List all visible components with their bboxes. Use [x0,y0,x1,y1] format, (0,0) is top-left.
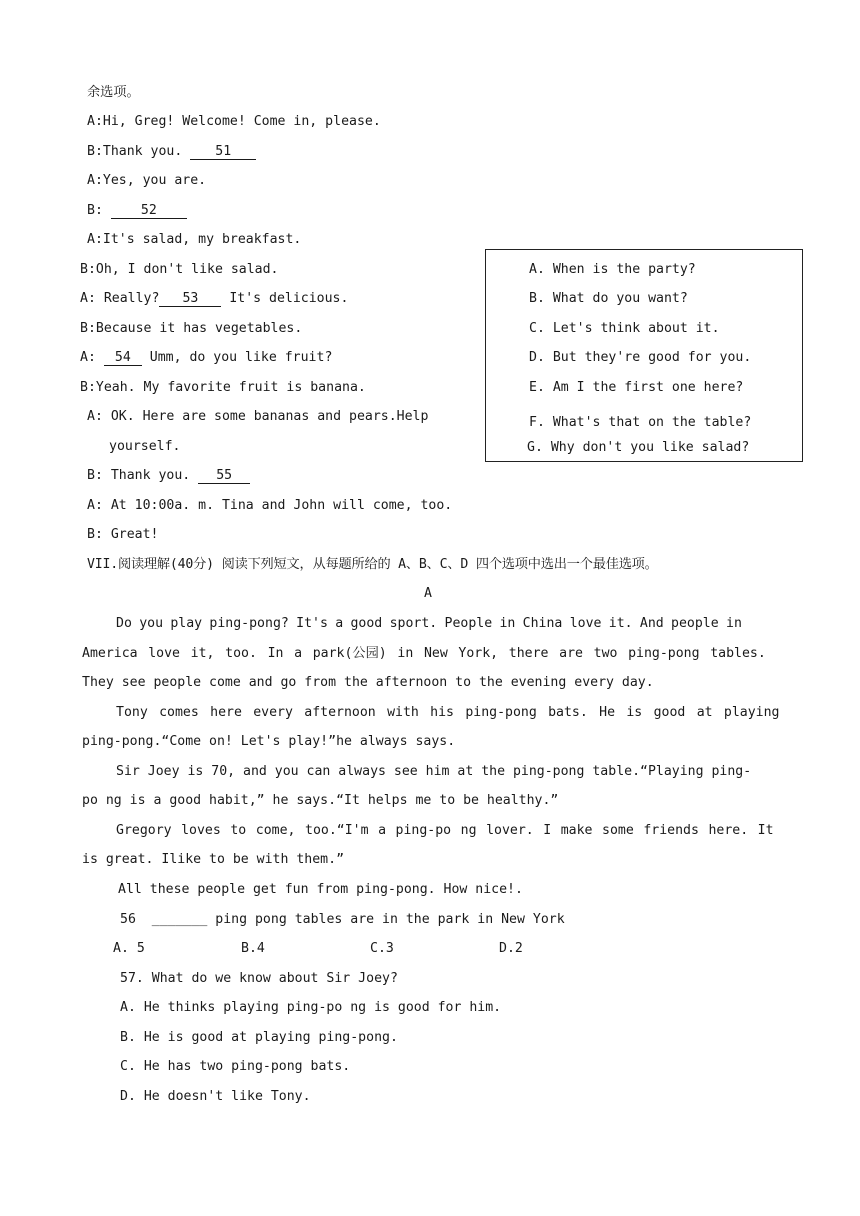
passage-word: tables. [710,646,766,661]
passage-word: a [335,616,344,631]
dialogue-line [87,468,250,484]
passage-word: And [639,616,664,631]
option-e: E. Am I the first one here? [529,380,744,395]
answer-blank-55: 55 [198,469,250,484]
passage-line: ping-pong.“Come on! Let's play!”he always says. [82,734,456,749]
passage-word: Do [116,616,132,631]
options-box [485,249,803,462]
passage-word: good [350,616,383,631]
passage-label: A [424,586,432,601]
passage-word: ping-pong [628,646,700,661]
dialogue-text: B: [87,203,111,218]
dialogue-text: Umm, do you like fruit? [141,350,333,365]
passage-word: America [82,646,138,661]
dialogue-text: B: Thank you. [87,468,199,483]
header-fragment: 余选项。 [87,85,140,100]
dialogue-text: A: Really? [80,291,160,306]
dialogue-line [80,291,348,307]
dialogue-line: B: Great! [87,527,159,542]
answer-blank-51: 51 [190,145,256,160]
passage-word: too. [225,646,257,661]
answer-blank-53: 53 [159,292,221,307]
passage-word: New [423,646,448,661]
passage-word: love [148,646,180,661]
passage-line [82,646,766,662]
dialogue-line [87,144,256,160]
passage-word: China [522,616,563,631]
option-g: G. Why don't you like salad? [527,440,750,455]
question-57: 57. What do we know about Sir Joey? [120,971,398,986]
passage-word: It's [296,616,328,631]
section-heading: VII.阅读理解(40分) 阅读下列短文，从每题所给的 A、B、C、D 四个选项中选出一个最佳选项。 [87,557,658,572]
dialogue-line [87,203,187,219]
passage-word: there [508,646,549,661]
question-number: 56 [120,912,136,927]
passage-word: in [499,616,516,631]
dialogue-line: A:Yes, you are. [87,173,207,188]
dialogue-line: B:Oh, I don't like salad. [80,262,279,277]
option-d: D. But they're good for you. [529,350,752,365]
passage-line: Tony comes here every afternoon with his ping-pong bats. He is good at playing [116,705,780,720]
passage-line: Sir Joey is 70, and you can always see him at the ping-pong table.“Playing ping- [116,764,752,779]
dialogue-line [80,350,332,366]
passage-word: sport. [389,616,438,631]
passage-word: park(公园) [312,646,387,661]
dialogue-text: B:Thank you. [87,144,191,159]
choice-57-a: A. He thinks playing ping-po ng is good for him. [120,1000,502,1015]
question-56 [120,912,565,928]
passage-word: play [170,616,203,631]
passage-line: All these people get fun from ping-pong. How nice!. [118,882,523,897]
question-text: ping pong tables are in the park in New York [207,912,565,927]
passage-line [116,616,742,632]
choice-56-c: C.3 [370,941,394,956]
passage-word: it, [190,646,215,661]
choice-56-a: A. 5 [113,941,145,956]
option-b: B. What do you want? [529,291,688,306]
option-c: C. Let's think about it. [529,321,720,336]
dialogue-line: A: OK. Here are some bananas and pears.Help [87,409,429,424]
passage-word: York, [458,646,499,661]
dialogue-line: A:Hi, Greg! Welcome! Come in, please. [87,114,381,129]
option-f: F. What's that on the table? [529,415,752,430]
answer-blank-54: 54 [104,351,142,366]
choice-56-b: B.4 [241,941,265,956]
dialogue-line: A:It's salad, my breakfast. [87,232,302,247]
choice-57-d: D. He doesn't like Tony. [120,1089,311,1104]
dialogue-line: B:Yeah. My favorite fruit is banana. [80,380,366,395]
passage-word: a [294,646,303,661]
passage-word: are [559,646,583,661]
passage-line: po ng is a good habit,” he says.“It helps me to be healthy.” [82,793,559,808]
question-blank: _______ [151,912,208,927]
passage-word: In [267,646,284,661]
passage-word: two [593,646,618,661]
choice-57-b: B. He is good at playing ping-pong. [120,1030,398,1045]
passage-line: They see people come and go from the afternoon to the evening every day. [82,675,654,690]
passage-word: love [569,616,602,631]
passage-word: you [139,616,164,631]
passage-word: it. [608,616,633,631]
dialogue-text: A: [80,350,104,365]
passage-line: Gregory loves to come, too.“I'm a ping-po ng lover. I make some friends here. It [116,823,774,838]
choice-56-d: D.2 [499,941,523,956]
dialogue-text: It's delicious. [221,291,349,306]
passage-word: in [397,646,414,661]
answer-blank-52: 52 [111,204,187,219]
dialogue-line: B:Because it has vegetables. [80,321,303,336]
passage-word: people [671,616,719,631]
passage-word: in [726,616,742,631]
passage-word: People [444,616,493,631]
dialogue-line-continuation: yourself. [109,439,181,454]
passage-line: is great. Ilike to be with them.” [82,852,345,867]
passage-word: ping-pong? [209,616,289,631]
option-a: A. When is the party? [529,262,696,277]
dialogue-line: A: At 10:00a. m. Tina and John will come, too. [87,498,453,513]
choice-57-c: C. He has two ping-pong bats. [120,1059,351,1074]
